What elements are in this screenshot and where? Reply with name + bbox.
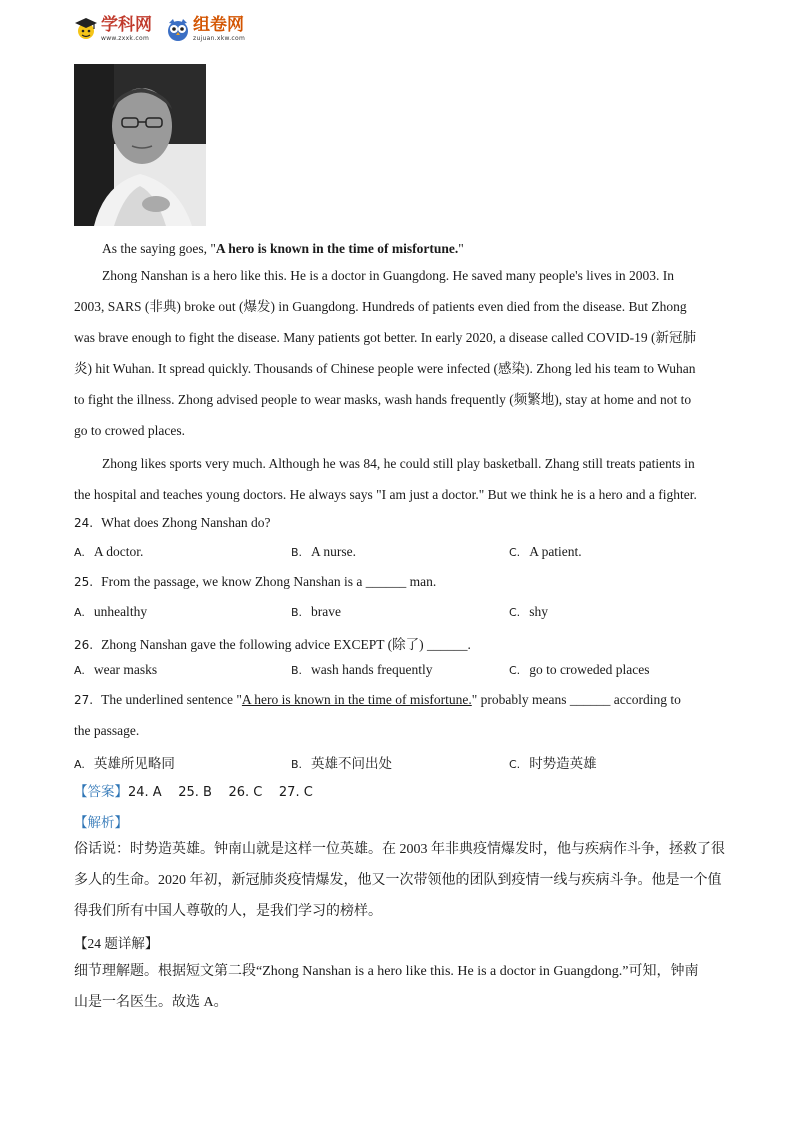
option-letter: A. <box>74 606 85 619</box>
question-number: 25. <box>74 575 94 589</box>
para2-line: to fight the illness. Zhong advised people to wear masks, wash hands frequently (频繁地), stay at home and not to <box>74 392 692 407</box>
analysis-line: 俗话说：时势造英雄。钟南山就是这样一位英雄。在 2003 年非典疫情爆发时，他与疾病作斗争，拯救了很 <box>74 842 725 857</box>
xuekewang-name: 学科网 <box>101 14 152 35</box>
option-letter: C. <box>509 664 521 677</box>
analysis-text <box>74 834 730 927</box>
option-letter: B. <box>291 546 303 559</box>
option-letter: A. <box>74 664 85 677</box>
option-text: 英雄不问出处 <box>311 756 393 771</box>
question-text: Zhong Nanshan gave the following advice EXCEPT (除了) ______. <box>101 637 471 652</box>
option-letter: C. <box>509 758 521 771</box>
analysis-label-line <box>74 811 128 831</box>
question-text-pre: The underlined sentence " <box>101 692 242 707</box>
q27-option-c[interactable] <box>509 752 597 772</box>
option-letter: B. <box>291 758 303 771</box>
analysis-line: 得我们所有中国人尊敬的人，是我们学习的榜样。 <box>74 904 382 919</box>
intro-saying: A hero is known in the time of misfortune. <box>215 241 459 256</box>
analysis-line: 多人的生命。2020 年初，新冠肺炎疫情爆发，他又一次带领他的团队到疫情一线与疾病斗争。他是一个值 <box>74 873 722 888</box>
option-text: unhealthy <box>93 604 148 619</box>
option-text: go to croweded places <box>529 662 650 677</box>
answer-label: 【答案】 <box>74 784 128 800</box>
owl-mascot-icon <box>166 16 190 42</box>
detail-text <box>74 956 730 1018</box>
q26-option-b[interactable] <box>291 662 433 678</box>
option-text: wear masks <box>93 662 158 677</box>
para3-line: the hospital and teaches young doctors. He always says "I am just a doctor." But we think he is a hero and a fighter. <box>74 487 697 502</box>
para2-line: go to crowed places. <box>74 423 185 438</box>
question-number: 27. <box>74 693 94 707</box>
header <box>74 10 259 48</box>
q24-option-b[interactable] <box>291 544 356 560</box>
option-letter: B. <box>291 664 303 677</box>
answer-line <box>74 780 313 800</box>
question-text: From the passage, we know Zhong Nanshan is a ______ man. <box>101 574 437 589</box>
zujuanwang-url: zujuan.xkw.com <box>193 34 246 42</box>
option-text: brave <box>311 604 342 619</box>
graduation-cap-icon <box>74 16 98 42</box>
zujuanwang-name: 组卷网 <box>193 14 244 35</box>
q26-option-c[interactable] <box>509 662 650 678</box>
option-letter: C. <box>509 606 521 619</box>
option-text: 英雄所见略同 <box>93 756 175 771</box>
passage-intro <box>74 237 734 261</box>
passage-paragraph-2 <box>74 260 734 446</box>
option-text: A nurse. <box>311 544 357 559</box>
option-text: A patient. <box>529 544 582 559</box>
option-letter: A. <box>74 546 85 559</box>
question-text-post: " probably means ______ according to <box>471 692 681 707</box>
q24-option-a[interactable] <box>74 544 143 560</box>
option-text: A doctor. <box>93 544 144 559</box>
q25-option-c[interactable] <box>509 604 548 620</box>
question-25 <box>74 574 436 590</box>
intro-prefix: As the saying goes, " <box>102 241 216 256</box>
question-27 <box>74 692 681 708</box>
q26-option-a[interactable] <box>74 662 157 678</box>
question-26 <box>74 633 471 653</box>
option-letter: B. <box>291 606 303 619</box>
passage-paragraph-3 <box>74 448 734 510</box>
q25-option-a[interactable] <box>74 604 147 620</box>
option-text: shy <box>529 604 548 619</box>
question-24 <box>74 515 271 531</box>
question-number: 24. <box>74 516 94 530</box>
para2-line: was brave enough to fight the disease. Many patients got better. In early 2020, a disease called COVID-19 (新冠肺 <box>74 330 696 345</box>
xuekewang-logo[interactable] <box>74 16 152 42</box>
xuekewang-url: www.zxxk.com <box>101 34 150 42</box>
q27-option-a[interactable] <box>74 752 175 772</box>
question-number: 26. <box>74 638 94 652</box>
q27-option-b[interactable] <box>291 752 392 772</box>
zhong-nanshan-photo <box>74 64 206 226</box>
option-letter: A. <box>74 758 85 771</box>
zujuanwang-logo[interactable] <box>166 16 245 42</box>
question-text: What does Zhong Nanshan do? <box>101 515 271 530</box>
option-text: wash hands frequently <box>311 662 433 677</box>
analysis-label: 【解析】 <box>74 815 128 831</box>
question-27-continued: the passage. <box>74 723 140 738</box>
intro-suffix: " <box>458 241 464 256</box>
detail-line: 细节理解题。根据短文第二段“Zhong Nanshan is a hero like this. He is a doctor in Guangdong.”可知，钟南 <box>74 964 699 979</box>
underlined-sentence: A hero is known in the time of misfortune. <box>241 692 472 707</box>
para2-line: 2003, SARS (非典) broke out (爆发) in Guangdong. Hundreds of patients even died from the disease. But Zhong <box>74 299 687 314</box>
q24-option-c[interactable] <box>509 544 582 560</box>
option-text: 时势造英雄 <box>529 756 597 771</box>
para2-line: Zhong Nanshan is a hero like this. He is a doctor in Guangdong. He saved many people's lives in 2003. In <box>102 268 674 283</box>
option-letter: C. <box>509 546 521 559</box>
detail-label: 【24 题详解】 <box>74 936 159 951</box>
detail-line: 山是一名医生。故选 A。 <box>74 995 228 1010</box>
para2-line: 炎) hit Wuhan. It spread quickly. Thousands of Chinese people were infected (感染). Zhong led his team to Wuhan <box>74 361 696 376</box>
answer-text: 24. A 25. B 26. C 27. C <box>128 785 313 800</box>
q25-option-b[interactable] <box>291 604 341 620</box>
para3-line: Zhong likes sports very much. Although he was 84, he could still play basketball. Zhang still treats patients in <box>102 456 695 471</box>
